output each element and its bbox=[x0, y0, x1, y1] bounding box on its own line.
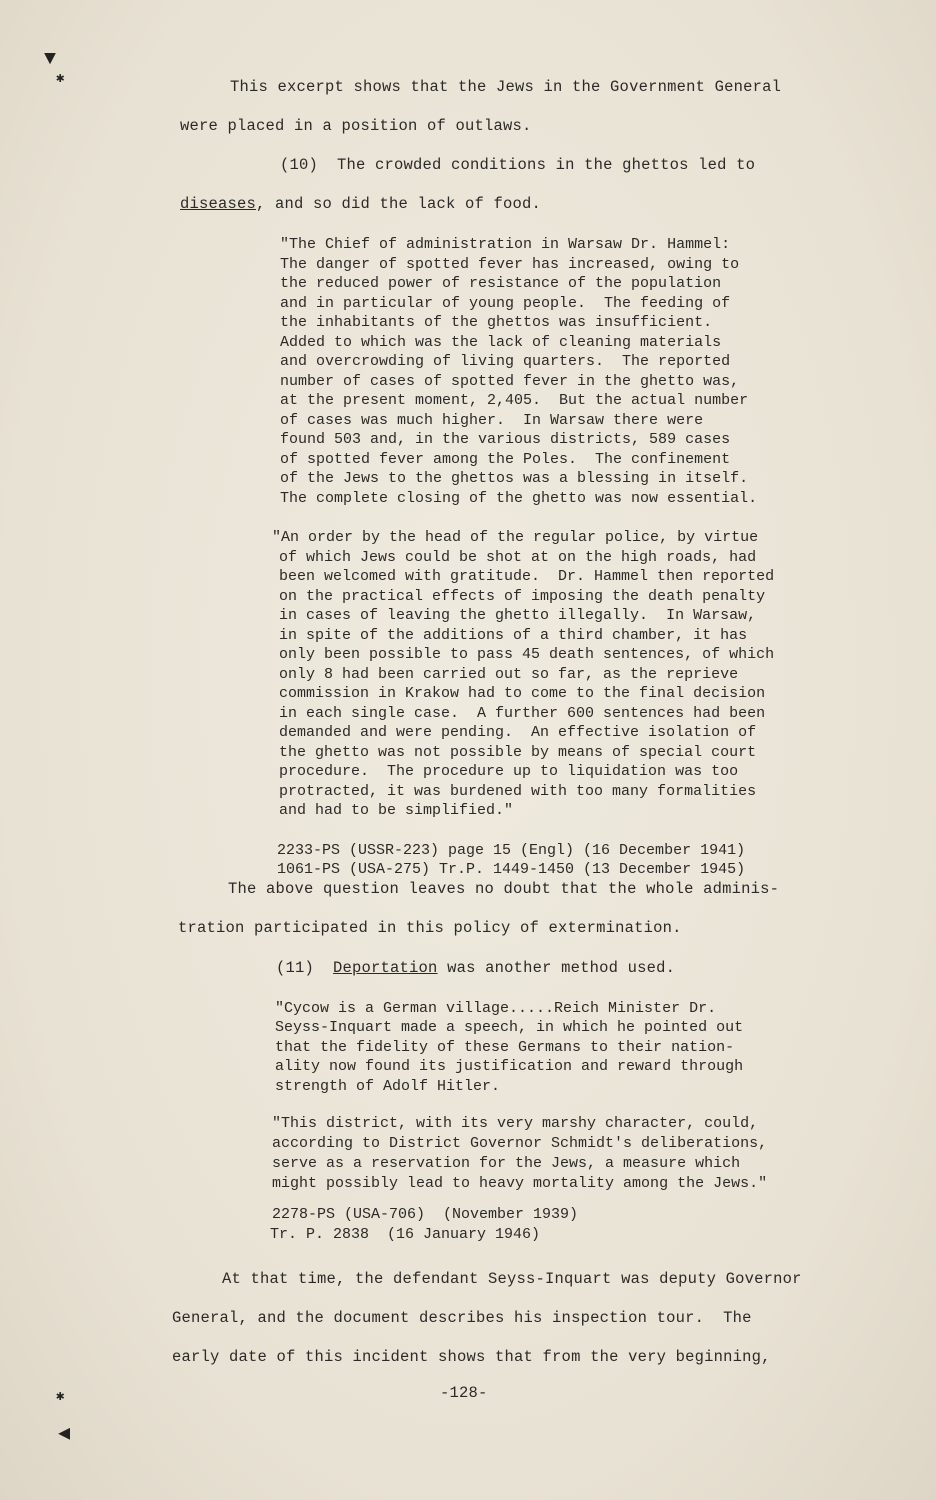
quote-line: the ghetto was not possible by means of special court bbox=[279, 744, 757, 761]
quote-line: that the fidelity of these Germans to their nation- bbox=[275, 1039, 735, 1056]
punch-mark-icon: ✱ bbox=[56, 1389, 65, 1405]
citation-line: 2233-PS (USSR-223) page 15 (Engl) (16 December 1941) bbox=[277, 842, 746, 859]
quote-line: been welcomed with gratitude. Dr. Hammel then reported bbox=[279, 568, 775, 585]
quote-line: procedure. The procedure up to liquidation was too bbox=[279, 763, 739, 780]
quote-line: demanded and were pending. An effective isolation of bbox=[279, 724, 757, 741]
quote-line: "An order by the head of the regular police, by virtue bbox=[272, 529, 759, 546]
citation-line: Tr. P. 2838 (16 January 1946) bbox=[270, 1226, 541, 1243]
quote-line: "The Chief of administration in Warsaw Dr. Hammel: bbox=[280, 236, 731, 253]
quote-line: Seyss-Inquart made a speech, in which he pointed out bbox=[275, 1019, 744, 1036]
paragraph-line bbox=[280, 156, 755, 174]
quote-line: in spite of the additions of a third chamber, it has bbox=[279, 627, 748, 644]
quote-line: of which Jews could be shot at on the high roads, had bbox=[279, 549, 757, 566]
quote-line: and in particular of young people. The feeding of bbox=[280, 295, 731, 312]
underlined-term: Deportation bbox=[333, 959, 438, 977]
quote-line: Added to which was the lack of cleaning materials bbox=[280, 334, 722, 351]
quote-line: ality now found its justification and reward through bbox=[275, 1058, 744, 1075]
underlined-term: diseases bbox=[180, 195, 257, 213]
page-number: -128- bbox=[440, 1384, 488, 1402]
item-number: (11) bbox=[276, 959, 315, 977]
citation-line: 1061-PS (USA-275) Tr.P. 1449-1450 (13 December 1945) bbox=[277, 861, 746, 878]
quote-line: only been possible to pass 45 death sentences, of which bbox=[279, 646, 775, 663]
paragraph-line: At that time, the defendant Seyss-Inquart was deputy Governor bbox=[222, 1270, 802, 1288]
punch-mark-icon: ◀ bbox=[58, 1423, 71, 1446]
quote-line: commission in Krakow had to come to the final decision bbox=[279, 685, 766, 702]
quote-line: of the Jews to the ghettos was a blessing in itself. bbox=[280, 470, 749, 487]
paragraph-text: was another method used. bbox=[437, 959, 676, 977]
quote-line: "Cycow is a German village.....Reich Minister Dr. bbox=[275, 1000, 717, 1017]
quote-line: the reduced power of resistance of the population bbox=[280, 275, 722, 292]
paragraph-line bbox=[180, 195, 541, 213]
quote-line: according to District Governor Schmidt's deliberations, bbox=[272, 1135, 768, 1152]
quote-line: of spotted fever among the Poles. The confinement bbox=[280, 451, 731, 468]
paragraph-line: General, and the document describes his inspection tour. The bbox=[172, 1309, 752, 1327]
quote-line: The danger of spotted fever has increased, owing to bbox=[280, 256, 740, 273]
paragraph-line: early date of this incident shows that from the very beginning, bbox=[172, 1348, 771, 1366]
quote-line: on the practical effects of imposing the death penalty bbox=[279, 588, 766, 605]
paragraph-line: tration participated in this policy of extermination. bbox=[178, 919, 682, 937]
paragraph-text: , and so did the lack of food. bbox=[256, 195, 542, 213]
quote-line: strength of Adolf Hitler. bbox=[275, 1078, 501, 1095]
quote-line: found 503 and, in the various districts, 589 cases bbox=[280, 431, 731, 448]
quote-line: and overcrowding of living quarters. The reported bbox=[280, 353, 731, 370]
quote-line: "This district, with its very marshy character, could, bbox=[272, 1115, 759, 1132]
quote-line: in cases of leaving the ghetto illegally. In Warsaw, bbox=[279, 607, 757, 624]
quote-line: of cases was much higher. In Warsaw there were bbox=[280, 412, 704, 429]
citation-line: 2278-PS (USA-706) (November 1939) bbox=[272, 1206, 579, 1223]
paragraph-line: This excerpt shows that the Jews in the Government General bbox=[230, 78, 782, 96]
item-number: (10) bbox=[280, 156, 319, 174]
quote-line: the inhabitants of the ghettos was insufficient. bbox=[280, 314, 713, 331]
punch-mark-icon: ▼ bbox=[44, 48, 57, 71]
quote-line: and had to be simplified." bbox=[279, 802, 514, 819]
paragraph-line bbox=[276, 959, 675, 977]
quote-line: protracted, it was burdened with too many formalities bbox=[279, 783, 757, 800]
quote-line: number of cases of spotted fever in the ghetto was, bbox=[280, 373, 740, 390]
punch-mark-icon: ✱ bbox=[56, 71, 65, 87]
quote-line: serve as a reservation for the Jews, a measure which bbox=[272, 1155, 741, 1172]
paragraph-line: The above question leaves no doubt that the whole adminis- bbox=[228, 880, 780, 898]
paragraph-line: were placed in a position of outlaws. bbox=[180, 117, 532, 135]
quote-line: at the present moment, 2,405. But the actual number bbox=[280, 392, 749, 409]
quote-line: might possibly lead to heavy mortality among the Jews." bbox=[272, 1175, 768, 1192]
quote-line: in each single case. A further 600 sentences had been bbox=[279, 705, 766, 722]
paragraph-text: The crowded conditions in the ghettos led to bbox=[337, 156, 756, 174]
quote-line: The complete closing of the ghetto was now essential. bbox=[280, 490, 758, 507]
quote-line: only 8 had been carried out so far, as the reprieve bbox=[279, 666, 739, 683]
